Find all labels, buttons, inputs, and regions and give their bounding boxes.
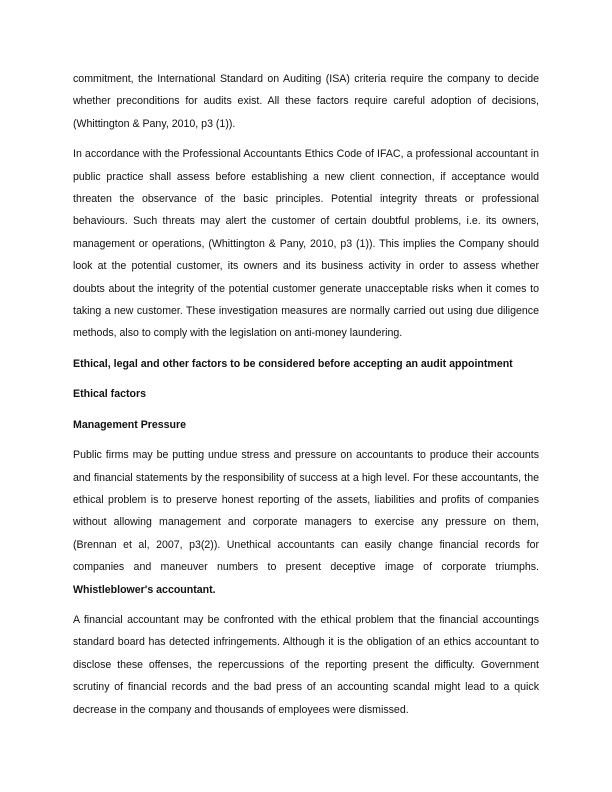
heading-whistleblower: Whistleblower's accountant.: [73, 583, 216, 596]
paragraph-whistleblower: A financial accountant may be confronted with the ethical problem that the financial accountings standard board has detected infringements. Although it is the obligation of an ethics accountant to disclose these offenses, the repercussions of the reporting present the difficulty. Government scrutiny of financial records and the bad press of an accounting scandal might lead to a quick decrease in the company and thousands of employees were dismissed.: [73, 613, 539, 716]
heading-factors: Ethical, legal and other factors to be considered before accepting an audit appointment: [73, 357, 513, 370]
heading-management-pressure: Management Pressure: [73, 418, 187, 431]
document-body: [73, 68, 539, 729]
paragraph-isa-criteria: commitment, the International Standard on Auditing (ISA) criteria require the company to decide whether preconditions for audits exist. All these factors require careful adoption of decisions, (Whittington & Pany, 2010, p3 (1)).: [73, 73, 539, 130]
paragraph-ifac-code: In accordance with the Professional Accountants Ethics Code of IFAC, a professional accountant in public practice shall assess before establishing a new client connection, if acceptance would threaten the observance of the basic principles. Potential integrity threats or professional behaviours. Such threats may alert the customer of certain doubtful problems, i.e. its owners, management or operations, (Whittington & Pany, 2010, p3 (1)). This implies the Company should look at the potential customer, its owners and its business activity in order to assess whether doubts about the integrity of the potential customer generate unacceptable risks when it comes to taking a new customer. These investigation measures are normally carried out using due diligence methods, also to comply with the legislation on anti-money laundering.: [73, 148, 539, 340]
paragraph-management-pressure-text: Public firms may be putting undue stress and pressure on accountants to produce their accounts and financial statements by the responsibility of success at a high level. For these accountants, the ethical problem is to preserve honest reporting of the assets, liabilities and profits of companies without allowing management and corporate managers to exercise any pressure on them, (Brennan et al, 2007, p3(2)). Unethical accountants can easily change financial records for companies and maneuver numbers to present deceptive image of corporate triumphs.: [73, 449, 539, 574]
paragraph-management-pressure: [73, 444, 539, 601]
heading-ethical-factors: Ethical factors: [73, 388, 147, 401]
